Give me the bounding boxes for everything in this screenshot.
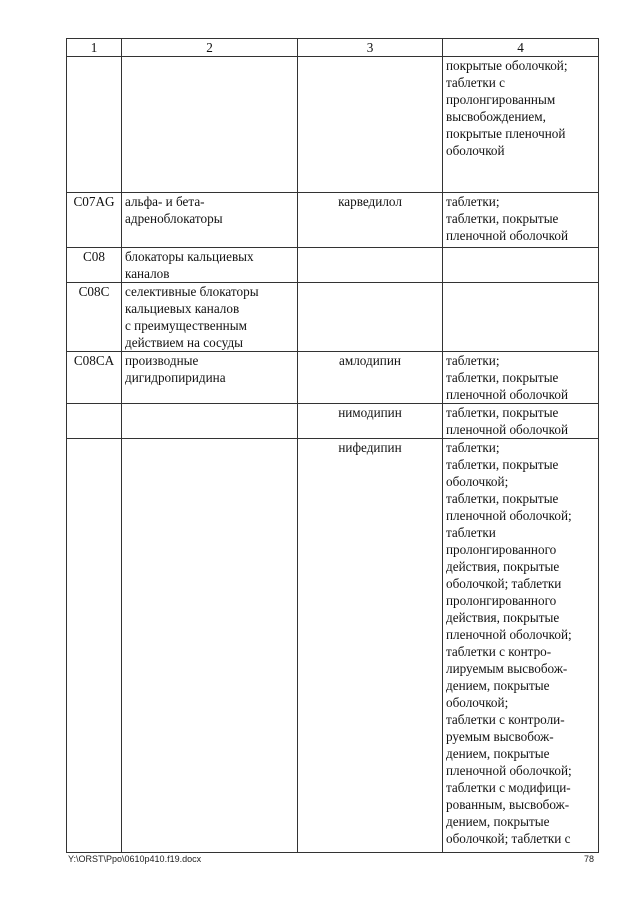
footer-page-number: 78 — [583, 854, 594, 864]
atc-code-cell: C08CA — [67, 352, 122, 404]
dosage-forms-cell — [443, 283, 599, 352]
group-name-line: каналов — [125, 266, 170, 281]
dosage-form-line: покрытые оболочкой; — [446, 58, 568, 73]
group-name-line: производные — [125, 353, 199, 368]
dosage-form-line: пленочной оболочкой — [446, 387, 569, 402]
dosage-form-line: таблетки, покрытые — [446, 491, 559, 506]
dosage-form-line: таблетки, покрытые — [446, 211, 559, 226]
drug-name-cell — [298, 283, 443, 352]
atc-code-cell — [67, 439, 122, 853]
dosage-form-line: оболочкой; — [446, 695, 509, 710]
dosage-form-line: пленочной оболочкой; — [446, 627, 572, 642]
group-name-cell — [122, 57, 298, 193]
table-row — [67, 248, 599, 283]
table-row — [67, 193, 599, 248]
dosage-forms-cell — [443, 404, 599, 439]
dosage-form-line: дением, покрытые — [446, 746, 550, 761]
group-name-line: селективные блокаторы — [125, 284, 259, 299]
dosage-form-line: рованным, высвобож- — [446, 797, 570, 812]
table-row — [67, 283, 599, 352]
dosage-form-line: высвобождением, — [446, 109, 546, 124]
dosage-form-line: таблетки, покрытые — [446, 457, 559, 472]
dosage-forms-cell — [443, 193, 599, 248]
group-name-cell — [122, 352, 298, 404]
table-row — [67, 57, 599, 193]
drug-table — [66, 38, 599, 853]
dosage-form-line: лируемым высвобож- — [446, 661, 568, 676]
atc-code-cell: C08C — [67, 283, 122, 352]
dosage-forms-cell — [443, 57, 599, 193]
group-name-line: адреноблокаторы — [125, 211, 223, 226]
dosage-form-line: действия, покрытые — [446, 610, 560, 625]
table-header-row — [67, 39, 599, 57]
dosage-form-line: пленочной оболочкой; — [446, 763, 572, 778]
atc-code-cell — [67, 57, 122, 193]
dosage-form-line: руемым высвобож- — [446, 729, 554, 744]
dosage-form-line: таблетки; — [446, 440, 500, 455]
atc-code-cell: C08 — [67, 248, 122, 283]
table-row — [67, 352, 599, 404]
dosage-form-line: дением, покрытые — [446, 814, 550, 829]
drug-name-cell — [298, 248, 443, 283]
dosage-form-line: оболочкой; — [446, 474, 509, 489]
group-name-cell — [122, 193, 298, 248]
dosage-form-line: пролонгированным — [446, 92, 556, 107]
table-row — [67, 404, 599, 439]
dosage-forms-cell — [443, 352, 599, 404]
dosage-form-line: пленочной оболочкой; — [446, 508, 572, 523]
atc-code-cell — [67, 404, 122, 439]
group-name-line: блокаторы кальциевых — [125, 249, 254, 264]
header-cell-2: 2 — [122, 39, 298, 57]
dosage-form-line: таблетки с модифици- — [446, 780, 571, 795]
dosage-form-line: таблетки — [446, 525, 496, 540]
dosage-form-line: дением, покрытые — [446, 678, 550, 693]
dosage-form-line: таблетки; — [446, 353, 500, 368]
group-name-cell — [122, 283, 298, 352]
dosage-form-line: действия, покрытые — [446, 559, 560, 574]
header-cell-3: 3 — [298, 39, 443, 57]
atc-code-cell: C07AG — [67, 193, 122, 248]
drug-name-cell: амлодипин — [298, 352, 443, 404]
drug-name-cell: нифедипин — [298, 439, 443, 853]
dosage-form-line: таблетки, покрытые — [446, 405, 559, 420]
drug-name-cell: карведилол — [298, 193, 443, 248]
dosage-form-line: таблетки с — [446, 75, 505, 90]
dosage-form-line: оболочкой; таблетки с — [446, 831, 571, 846]
group-name-line: дигидропиридина — [125, 370, 226, 385]
dosage-form-line: пролонгированного — [446, 593, 557, 608]
dosage-form-line: таблетки, покрытые — [446, 370, 559, 385]
dosage-form-line: покрытые пленочной — [446, 126, 566, 141]
group-name-line: действием на сосуды — [125, 335, 244, 350]
drug-name-cell: нимодипин — [298, 404, 443, 439]
header-cell-1: 1 — [67, 39, 122, 57]
group-name-cell — [122, 404, 298, 439]
group-name-cell — [122, 248, 298, 283]
dosage-form-line: оболочкой — [446, 143, 505, 158]
table-row — [67, 439, 599, 853]
dosage-form-line: оболочкой; таблетки — [446, 576, 562, 591]
footer-file-path: Y:\ORST\Ppo\0610p410.f19.docx — [68, 854, 202, 864]
dosage-form-line: таблетки с контроли- — [446, 712, 565, 727]
header-cell-4: 4 — [443, 39, 599, 57]
group-name-line: альфа- и бета- — [125, 194, 205, 209]
dosage-form-line: пролонгированного — [446, 542, 557, 557]
group-name-line: с преимущественным — [125, 318, 247, 333]
dosage-forms-cell — [443, 248, 599, 283]
group-name-line: кальциевых каналов — [125, 301, 240, 316]
dosage-form-line: пленочной оболочкой — [446, 228, 569, 243]
dosage-form-line: пленочной оболочкой — [446, 422, 569, 437]
dosage-form-line: таблетки с контро- — [446, 644, 552, 659]
drug-name-cell — [298, 57, 443, 193]
dosage-forms-cell — [443, 439, 599, 853]
group-name-cell — [122, 439, 298, 853]
dosage-form-line: таблетки; — [446, 194, 500, 209]
